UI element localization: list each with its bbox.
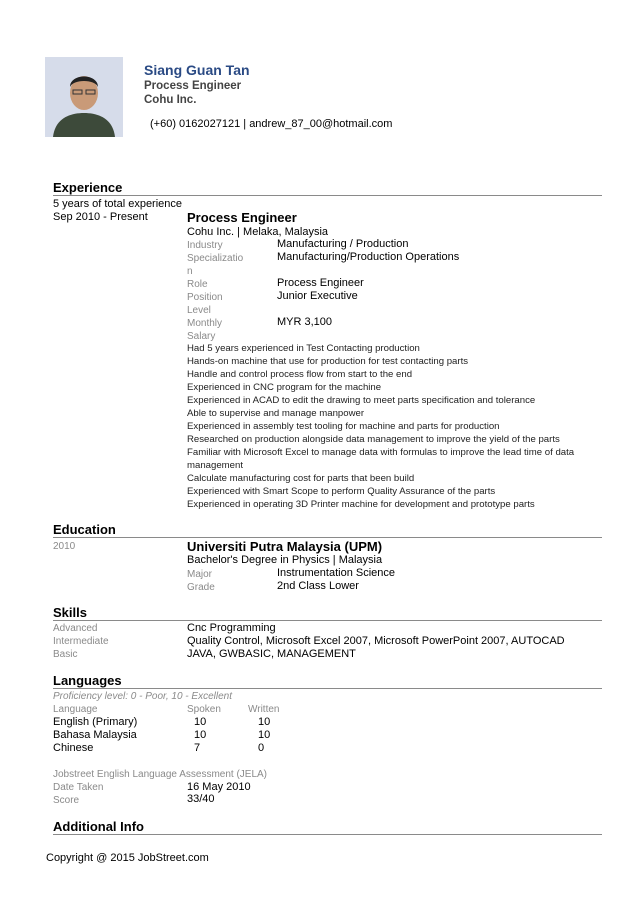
jela-date-label: Date Taken	[53, 782, 104, 793]
skills-divider	[53, 620, 602, 621]
duty-item: Experienced in operating 3D Printer machine for development and prototype parts	[187, 499, 535, 510]
duty-item: Able to supervise and manage manpower	[187, 408, 365, 419]
jela-title: Jobstreet English Language Assessment (JELA)	[53, 769, 268, 780]
duty-item: Experienced in ACAD to edit the drawing to meet parts specification and tolerance	[187, 395, 536, 406]
specialization-label-2: n	[187, 266, 193, 277]
job-title: Process Engineer	[187, 210, 297, 225]
languages-heading: Languages	[53, 673, 122, 688]
candidate-name: Siang Guan Tan	[144, 62, 250, 78]
language-written: 10	[258, 729, 271, 741]
specialization-value: Manufacturing/Production Operations	[277, 251, 460, 263]
duty-item: Researched on production alongside data management to improve the yield of the parts	[187, 434, 560, 445]
education-heading: Education	[53, 522, 116, 537]
duty-item: Experienced in CNC program for the machine	[187, 382, 382, 393]
grade-label: Grade	[187, 582, 215, 593]
language-name: Chinese	[53, 742, 94, 754]
role-value: Process Engineer	[277, 277, 364, 289]
language-written: 0	[258, 742, 265, 754]
skill-level: Basic	[53, 649, 78, 660]
skill-items: Quality Control, Microsoft Excel 2007, Microsoft PowerPoint 2007, AUTOCAD	[187, 635, 565, 647]
specialization-label-1: Specializatio	[187, 253, 244, 264]
major-label: Major	[187, 569, 213, 580]
jela-score: 33/40	[187, 793, 215, 805]
duty-item: Experienced in assembly test tooling for machine and parts for production	[187, 421, 500, 432]
skill-items: Cnc Programming	[187, 622, 276, 634]
language-written: 10	[258, 716, 271, 728]
experience-total: 5 years of total experience	[53, 198, 183, 210]
profile-photo	[45, 57, 123, 137]
language-spoken: 7	[194, 742, 201, 754]
spoken-col-header: Spoken	[187, 704, 221, 715]
skills-heading: Skills	[53, 605, 87, 620]
jela-score-label: Score	[53, 795, 80, 806]
contact-info: (+60) 0162027121 | andrew_87_00@hotmail.com	[150, 118, 393, 130]
salary-label-2: Salary	[187, 331, 216, 342]
candidate-company: Cohu Inc.	[144, 94, 197, 106]
industry-value: Manufacturing / Production	[277, 238, 409, 250]
salary-label-1: Monthly	[187, 318, 223, 329]
additional-heading: Additional Info	[53, 819, 144, 834]
languages-divider	[53, 688, 602, 689]
duty-item: Calculate manufacturing cost for parts that been build	[187, 473, 415, 484]
duty-item: management	[187, 460, 243, 471]
position-label-2: Level	[187, 305, 211, 316]
degree: Bachelor's Degree in Physics | Malaysia	[187, 554, 383, 566]
position-value: Junior Executive	[277, 290, 358, 302]
duty-item: Experienced with Smart Scope to perform Quality Assurance of the parts	[187, 486, 496, 497]
additional-divider	[53, 834, 602, 835]
education-divider	[53, 537, 602, 538]
position-label-1: Position	[187, 292, 223, 303]
language-name: English (Primary)	[53, 716, 138, 728]
duty-item: Familiar with Microsoft Excel to manage data with formulas to improve the lead time of data	[187, 447, 575, 458]
avatar-icon	[45, 57, 123, 137]
copyright-footer: Copyright @ 2015 JobStreet.com	[46, 852, 209, 864]
duty-item: Handle and control process flow from start to the end	[187, 369, 413, 380]
skill-level: Intermediate	[53, 636, 109, 647]
school-name: Universiti Putra Malaysia (UPM)	[187, 539, 383, 554]
skill-items: JAVA, GWBASIC, MANAGEMENT	[187, 648, 356, 660]
language-name: Bahasa Malaysia	[53, 729, 137, 741]
experience-divider	[53, 195, 602, 196]
role-label: Role	[187, 279, 208, 290]
education-year: 2010	[53, 541, 76, 552]
grade-value: 2nd Class Lower	[277, 580, 359, 592]
language-col-header: Language	[53, 704, 98, 715]
written-col-header: Written	[248, 704, 280, 715]
salary-value: MYR 3,100	[277, 316, 333, 328]
proficiency-note: Proficiency level: 0 - Poor, 10 - Excellent	[53, 691, 232, 702]
major-value: Instrumentation Science	[277, 567, 396, 579]
duty-item: Hands-on machine that use for production for test contacting parts	[187, 356, 469, 367]
language-spoken: 10	[194, 729, 207, 741]
skill-level: Advanced	[53, 623, 98, 634]
duty-item: Had 5 years experienced in Test Contacting production	[187, 343, 420, 354]
industry-label: Industry	[187, 240, 223, 251]
experience-period: Sep 2010 - Present	[53, 211, 148, 223]
experience-heading: Experience	[53, 180, 123, 195]
jela-date: 16 May 2010	[187, 781, 251, 793]
language-spoken: 10	[194, 716, 207, 728]
job-company: Cohu Inc. | Melaka, Malaysia	[187, 226, 329, 238]
candidate-title: Process Engineer	[144, 80, 242, 92]
